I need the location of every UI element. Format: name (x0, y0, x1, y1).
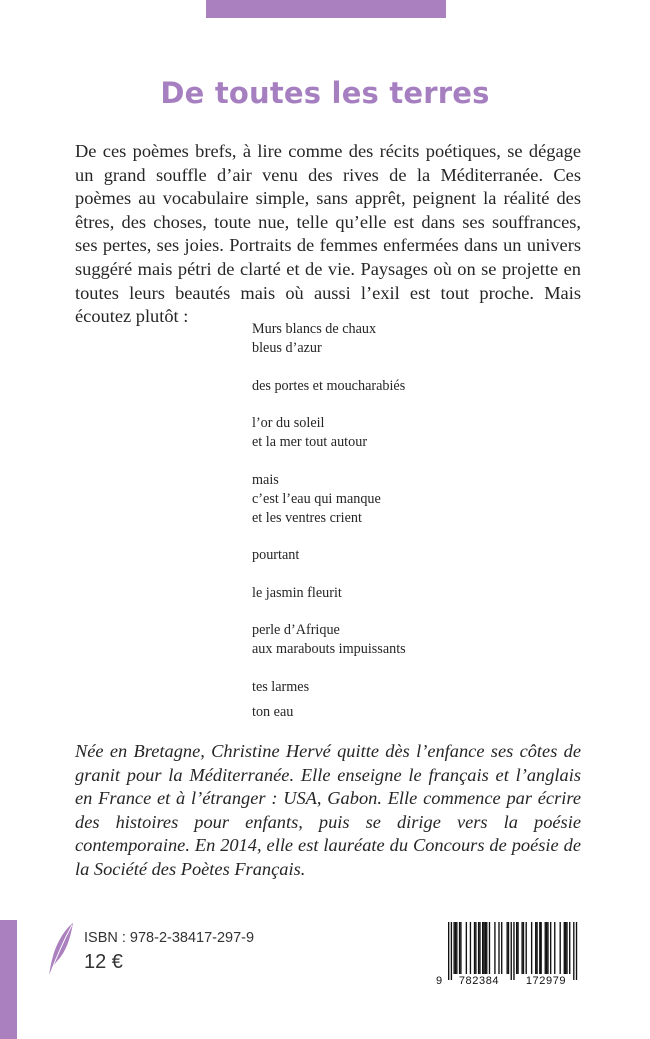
poem-line: bleus d’azur (252, 340, 322, 356)
barcode-bar (546, 922, 547, 974)
barcode-bar (511, 922, 512, 980)
poem-stanza (252, 414, 582, 452)
poem-line: des portes et moucharabiés (252, 377, 406, 394)
top-accent-bar (206, 0, 446, 18)
barcode-bar (566, 922, 567, 974)
barcode-bar (456, 922, 457, 974)
barcode-bar (498, 922, 499, 974)
price-text: 12 € (84, 951, 123, 973)
barcode-bar (501, 922, 502, 974)
poem-stanza (252, 471, 582, 528)
barcode-bar (569, 922, 570, 974)
poem-line: tes larmes (252, 678, 310, 695)
barcode-bar (513, 922, 514, 980)
barcode-bar (506, 922, 507, 974)
barcode-bar (523, 922, 524, 974)
poem-stanza (252, 621, 582, 659)
poem-stanza (252, 320, 582, 358)
isbn-text: ISBN : 978-2-38417-297-9 (84, 930, 255, 946)
barcode-bar (485, 922, 486, 974)
poem-line: aux marabouts impuissants (252, 641, 406, 657)
poem-line: pourtant (252, 547, 300, 563)
barcode-bar (536, 922, 537, 974)
barcode-bar (547, 922, 548, 974)
barcode-bar (521, 922, 522, 974)
poem-line: et les ventres crient (252, 509, 362, 526)
barcode-bar (508, 922, 509, 974)
barcode-bar (459, 922, 460, 974)
feather-quill-icon (48, 922, 74, 976)
barcode-bar (482, 922, 483, 974)
barcode-bar (560, 922, 561, 974)
barcode-bar (539, 922, 540, 974)
poem-stanza (252, 546, 582, 565)
poem-line: Murs blancs de chaux (252, 321, 377, 337)
barcode-bar (451, 922, 452, 980)
barcode-left-digits: 782384 (458, 975, 500, 987)
barcode-bar (486, 922, 487, 974)
barcode-bar (455, 922, 456, 974)
barcode-bar (540, 922, 541, 974)
barcode-bar (564, 922, 565, 974)
poem-line: ton eau (252, 703, 294, 720)
side-accent-bar (0, 920, 17, 1039)
barcode-bar (531, 922, 532, 974)
book-title: De toutes les terres (160, 76, 490, 110)
barcode (436, 920, 582, 992)
poem-stanza (252, 703, 582, 722)
barcode-right-digits: 172979 (525, 975, 567, 987)
poem-line: mais (252, 471, 279, 488)
barcode-bar (478, 922, 479, 974)
barcode-bar (470, 922, 471, 974)
barcode-bar (550, 922, 551, 974)
poem-stanza (252, 584, 582, 603)
poem-stanza (252, 678, 582, 697)
barcode-bar (554, 922, 555, 974)
barcode-bar (483, 922, 484, 974)
barcode-bar (545, 922, 546, 974)
barcode-bar (453, 922, 454, 974)
barcode-bar (479, 922, 480, 974)
intro-paragraph: De ces poèmes brefs, à lire comme des récits poétiques, se dégage un grand souffle d’air venu des rives de la Méditerranée. Ces poèmes au vocabulaire simple, sans apprêt, peignent la réalité des êtres, des choses, toute nue, telle qu’elle est dans ses souffrances, ses pertes, ses joies. Portraits de femmes enfermées dans un univers suggéré mais pétri de clarté et de vie. Paysages où on se projette en toutes leurs beautés mais où aussi l’exil est tout proche. Mais écoutez plutôt : (75, 141, 581, 327)
barcode-bar (573, 922, 574, 980)
poem-line: le jasmin fleurit (252, 584, 342, 601)
barcode-bar (460, 922, 461, 974)
author-bio: Née en Bretagne, Christine Hervé quitte dès l’enfance ses côtes de granit pour la Méditerranée. Elle enseigne le français et l’anglais en France et à l’étranger : USA, Gabon. Elle commence par écrire des histoires pour enfants, puis se dirige vers la poésie contemporaine. En 2014, elle est lauréate du Concours de poésie de la Société des Poètes Français. (75, 741, 581, 879)
barcode-bar (474, 922, 475, 974)
barcode-bar (535, 922, 536, 974)
poem-stanza (252, 377, 582, 396)
barcode-bar (466, 922, 467, 974)
barcode-lead-digit: 9 (436, 975, 443, 987)
barcode-bar (565, 922, 566, 974)
poem-line: l’or du soleil (252, 415, 325, 431)
barcode-bar (516, 922, 517, 974)
poem-line: perle d’Afrique (252, 622, 340, 638)
barcode-bar (475, 922, 476, 974)
barcode-bar (494, 922, 495, 974)
poem-line: et la mer tout autour (252, 434, 368, 450)
barcode-bar (489, 922, 490, 974)
poem-excerpt (252, 320, 582, 722)
barcode-bar (526, 922, 527, 974)
barcode-bar (517, 922, 518, 974)
poem-line: c’est l’eau qui manque (252, 490, 381, 507)
barcode-bar (576, 922, 577, 980)
barcode-bar (448, 922, 449, 980)
